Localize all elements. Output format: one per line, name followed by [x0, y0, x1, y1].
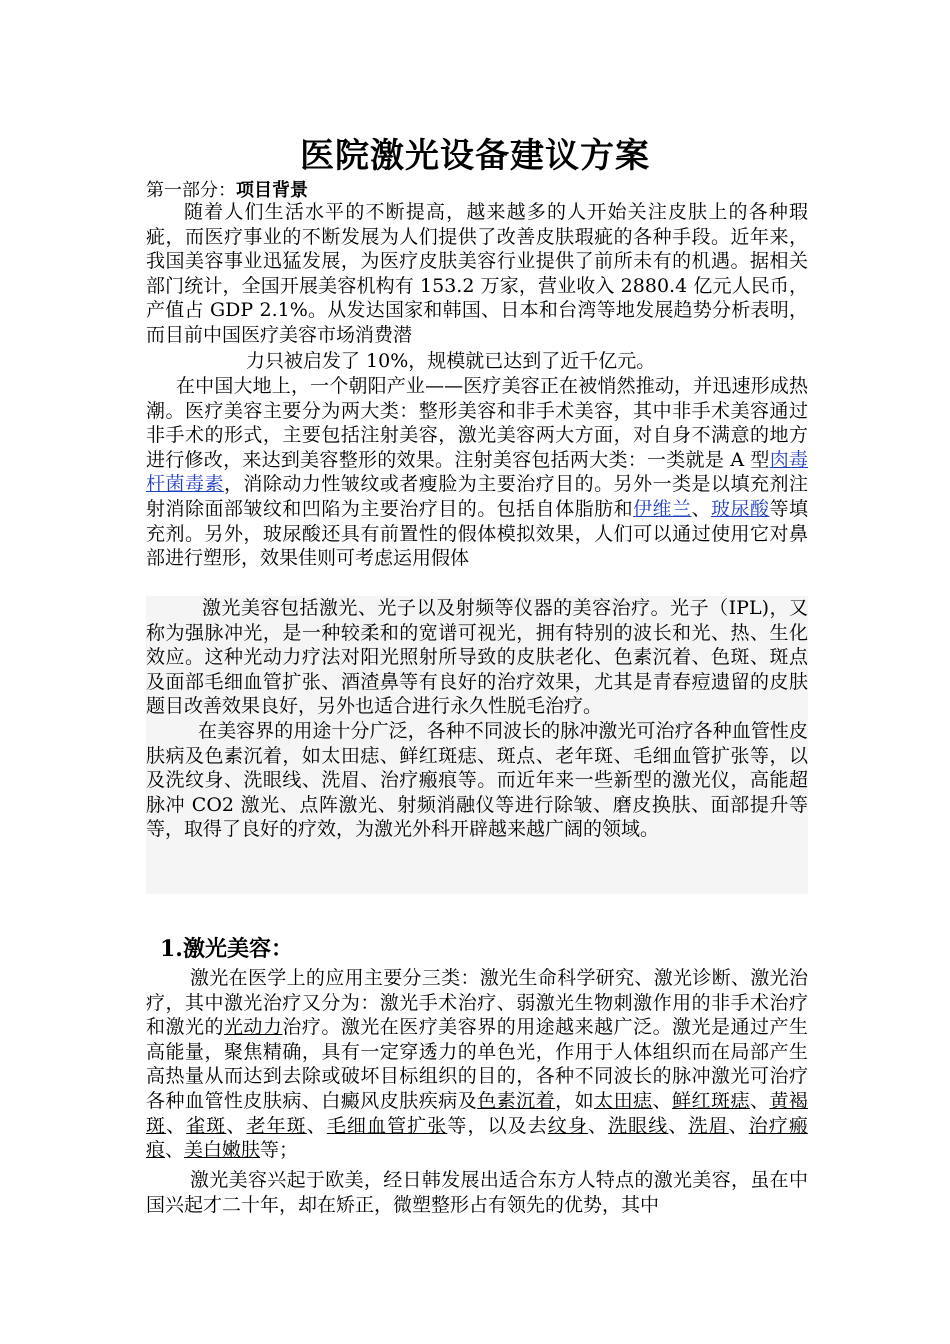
paragraph-5-text: ，如: [555, 1089, 595, 1112]
paragraph-2-text: 等填充剂。另外，玻尿酸还具有前置性的假体模拟效果，人们可以通过使用它对鼻部进行塑形，效果佳则可考虑运用假体: [146, 497, 808, 570]
paragraph-5-text: 、: [166, 1114, 187, 1137]
paragraph-5-text: 、: [306, 1114, 327, 1137]
paragraph-4: 在美容界的用途十分广泛，各种不同波长的脉冲激光可治疗各种血管性皮肤病及色素沉着，如太田痣、鲜红斑痣、斑点、老年斑、毛细血管扩张等，以及洗纹身、洗眼线、洗眉、治疗瘢痕等。而近年来一些新型的激光仪，高能超脉冲 CO2 激光、点阵激光、射频消融仪等进行除皱、磨皮换肤、面部提升等等，取得了良好的疗效，为激光外科开辟越来越广阔的领域。: [146, 719, 808, 841]
paragraph-5-text: 等，以及去: [447, 1114, 548, 1137]
paragraph-5-text: 、: [652, 1089, 673, 1112]
paragraph-5-text: 、: [728, 1114, 749, 1137]
underlined-term: 治疗瘢痕: [146, 1114, 808, 1162]
paragraph-5-text: 、: [668, 1114, 689, 1137]
paragraph-5-text: 等；: [260, 1139, 299, 1162]
underlined-term: 雀斑: [186, 1114, 227, 1137]
paragraph-1-tail: 力只被启发了 10%，规模就已达到了近千亿元。: [246, 350, 656, 372]
paragraph-3: 激光美容包括激光、光子以及射频等仪器的美容治疗。光子（IPL)，又称为强脉冲光，是一种较柔和的宽谱可视光，拥有特别的波长和光、热、生化效应。这种光动力疗法对阳光照射所导致的皮肤老化、色素沉着、色斑、斑点及面部毛细血管扩张、酒渣鼻等有良好的治疗效果，尤其是青春痘遗留的皮肤题目改善效果良好，另外也适合进行永久性脱毛治疗。: [146, 597, 808, 718]
paragraph-2: [146, 374, 808, 571]
section-title: 项目背景: [236, 180, 308, 201]
underlined-term: 毛细血管扩张: [326, 1114, 448, 1137]
underlined-term: 洗眼线: [608, 1114, 669, 1137]
link-botulinum-toxin[interactable]: 肉毒杆菌毒素: [146, 448, 808, 496]
underlined-term: 鲜红斑痣: [672, 1089, 750, 1112]
underlined-term: 色素沉着: [477, 1089, 556, 1112]
underlined-term: 黄褐斑: [146, 1089, 808, 1137]
underlined-term: 光动力: [223, 1016, 283, 1039]
link-yiweilan[interactable]: 伊维兰: [633, 497, 692, 520]
paragraph-5: [146, 966, 808, 1163]
paragraph-5-text: 、: [226, 1114, 247, 1137]
document-title: 医院激光设备建议方案: [300, 136, 650, 176]
paragraph-2-text: 、: [691, 497, 712, 520]
paragraph-5-text: 治疗。激光在医疗美容界的用途越来越广泛。激光是通过产生高能量，聚焦精确，具有一定穿透力的单色光，作用于人体组织而在局部产生高热量从而达到去除或破坏目标组织的目的，各种不同波长的脉冲激光可治疗各种血管性皮肤病、白癜风皮肤疾病及: [146, 1016, 808, 1112]
paragraph-5-text: 激光在医学上的应用主要分三类：激光生命科学研究、激光诊断、激光治疗，其中激光治疗又分为：激光手术治疗、弱激光生物刺激作用的非手术治疗和激光的: [146, 967, 808, 1039]
paragraph-5-text: 、: [587, 1114, 609, 1137]
paragraph-5-text: 、: [165, 1139, 185, 1162]
link-hyaluronic-acid[interactable]: 玻尿酸: [711, 497, 770, 520]
shaded-block: [146, 596, 808, 894]
section-prefix: 第一部分：: [146, 180, 236, 201]
underlined-term: 洗眉: [688, 1114, 729, 1137]
paragraph-6: 激光美容兴起于欧美，经日韩发展出适合东方人特点的激光美容，虽在中国兴起才二十年，却在矫正，微塑整形占有领先的优势，其中: [146, 1169, 808, 1216]
underlined-term: 纹身: [547, 1114, 588, 1137]
paragraph-2-text: ，消除动力性皱纹或者瘦脸为主要治疗目的。另外一类是以填充剂注射消除面部皱纹和凹陷为主要治疗目的。包括自体脂肪和: [146, 473, 808, 520]
paragraph-5-text: 、: [749, 1089, 770, 1112]
paragraph-2-text: 在中国大地上，一个朝阳产业——医疗美容正在被悄然推动，并迅速形成热潮。医疗美容主要分为两大类：整形美容和非手术美容，其中非手术美容通过非手术的形式，主要包括注射美容，激光美容两大方面，对自身不满意的地方进行修改，来达到美容整形的效果。注射美容包括两大类：一类就是 A 型: [146, 375, 808, 471]
underlined-term: 美白嫩肤: [184, 1139, 261, 1162]
heading-laser-beauty: 1.激光美容：: [160, 936, 293, 962]
underlined-term: 太田痣: [594, 1089, 653, 1112]
section-heading: [146, 176, 308, 202]
underlined-term: 老年斑: [246, 1114, 307, 1137]
paragraph-1: 随着人们生活水平的不断提高，越来越多的人开始关注皮肤上的各种瑕疵，而医疗事业的不断发展为人们提供了改善皮肤瑕疵的各种手段。近年来，我国美容事业迅猛发展，为医疗皮肤美容行业提供了前所未有的机遇。据相关部门统计，全国开展美容机构有 153.2 万家，营业收入 2880.4 亿元人民币，产值占 GDP 2.1%。从发达国家和韩国、日本和台湾等地发展趋势分析表明，而目前中国医疗美容市场消费潜: [146, 201, 808, 346]
